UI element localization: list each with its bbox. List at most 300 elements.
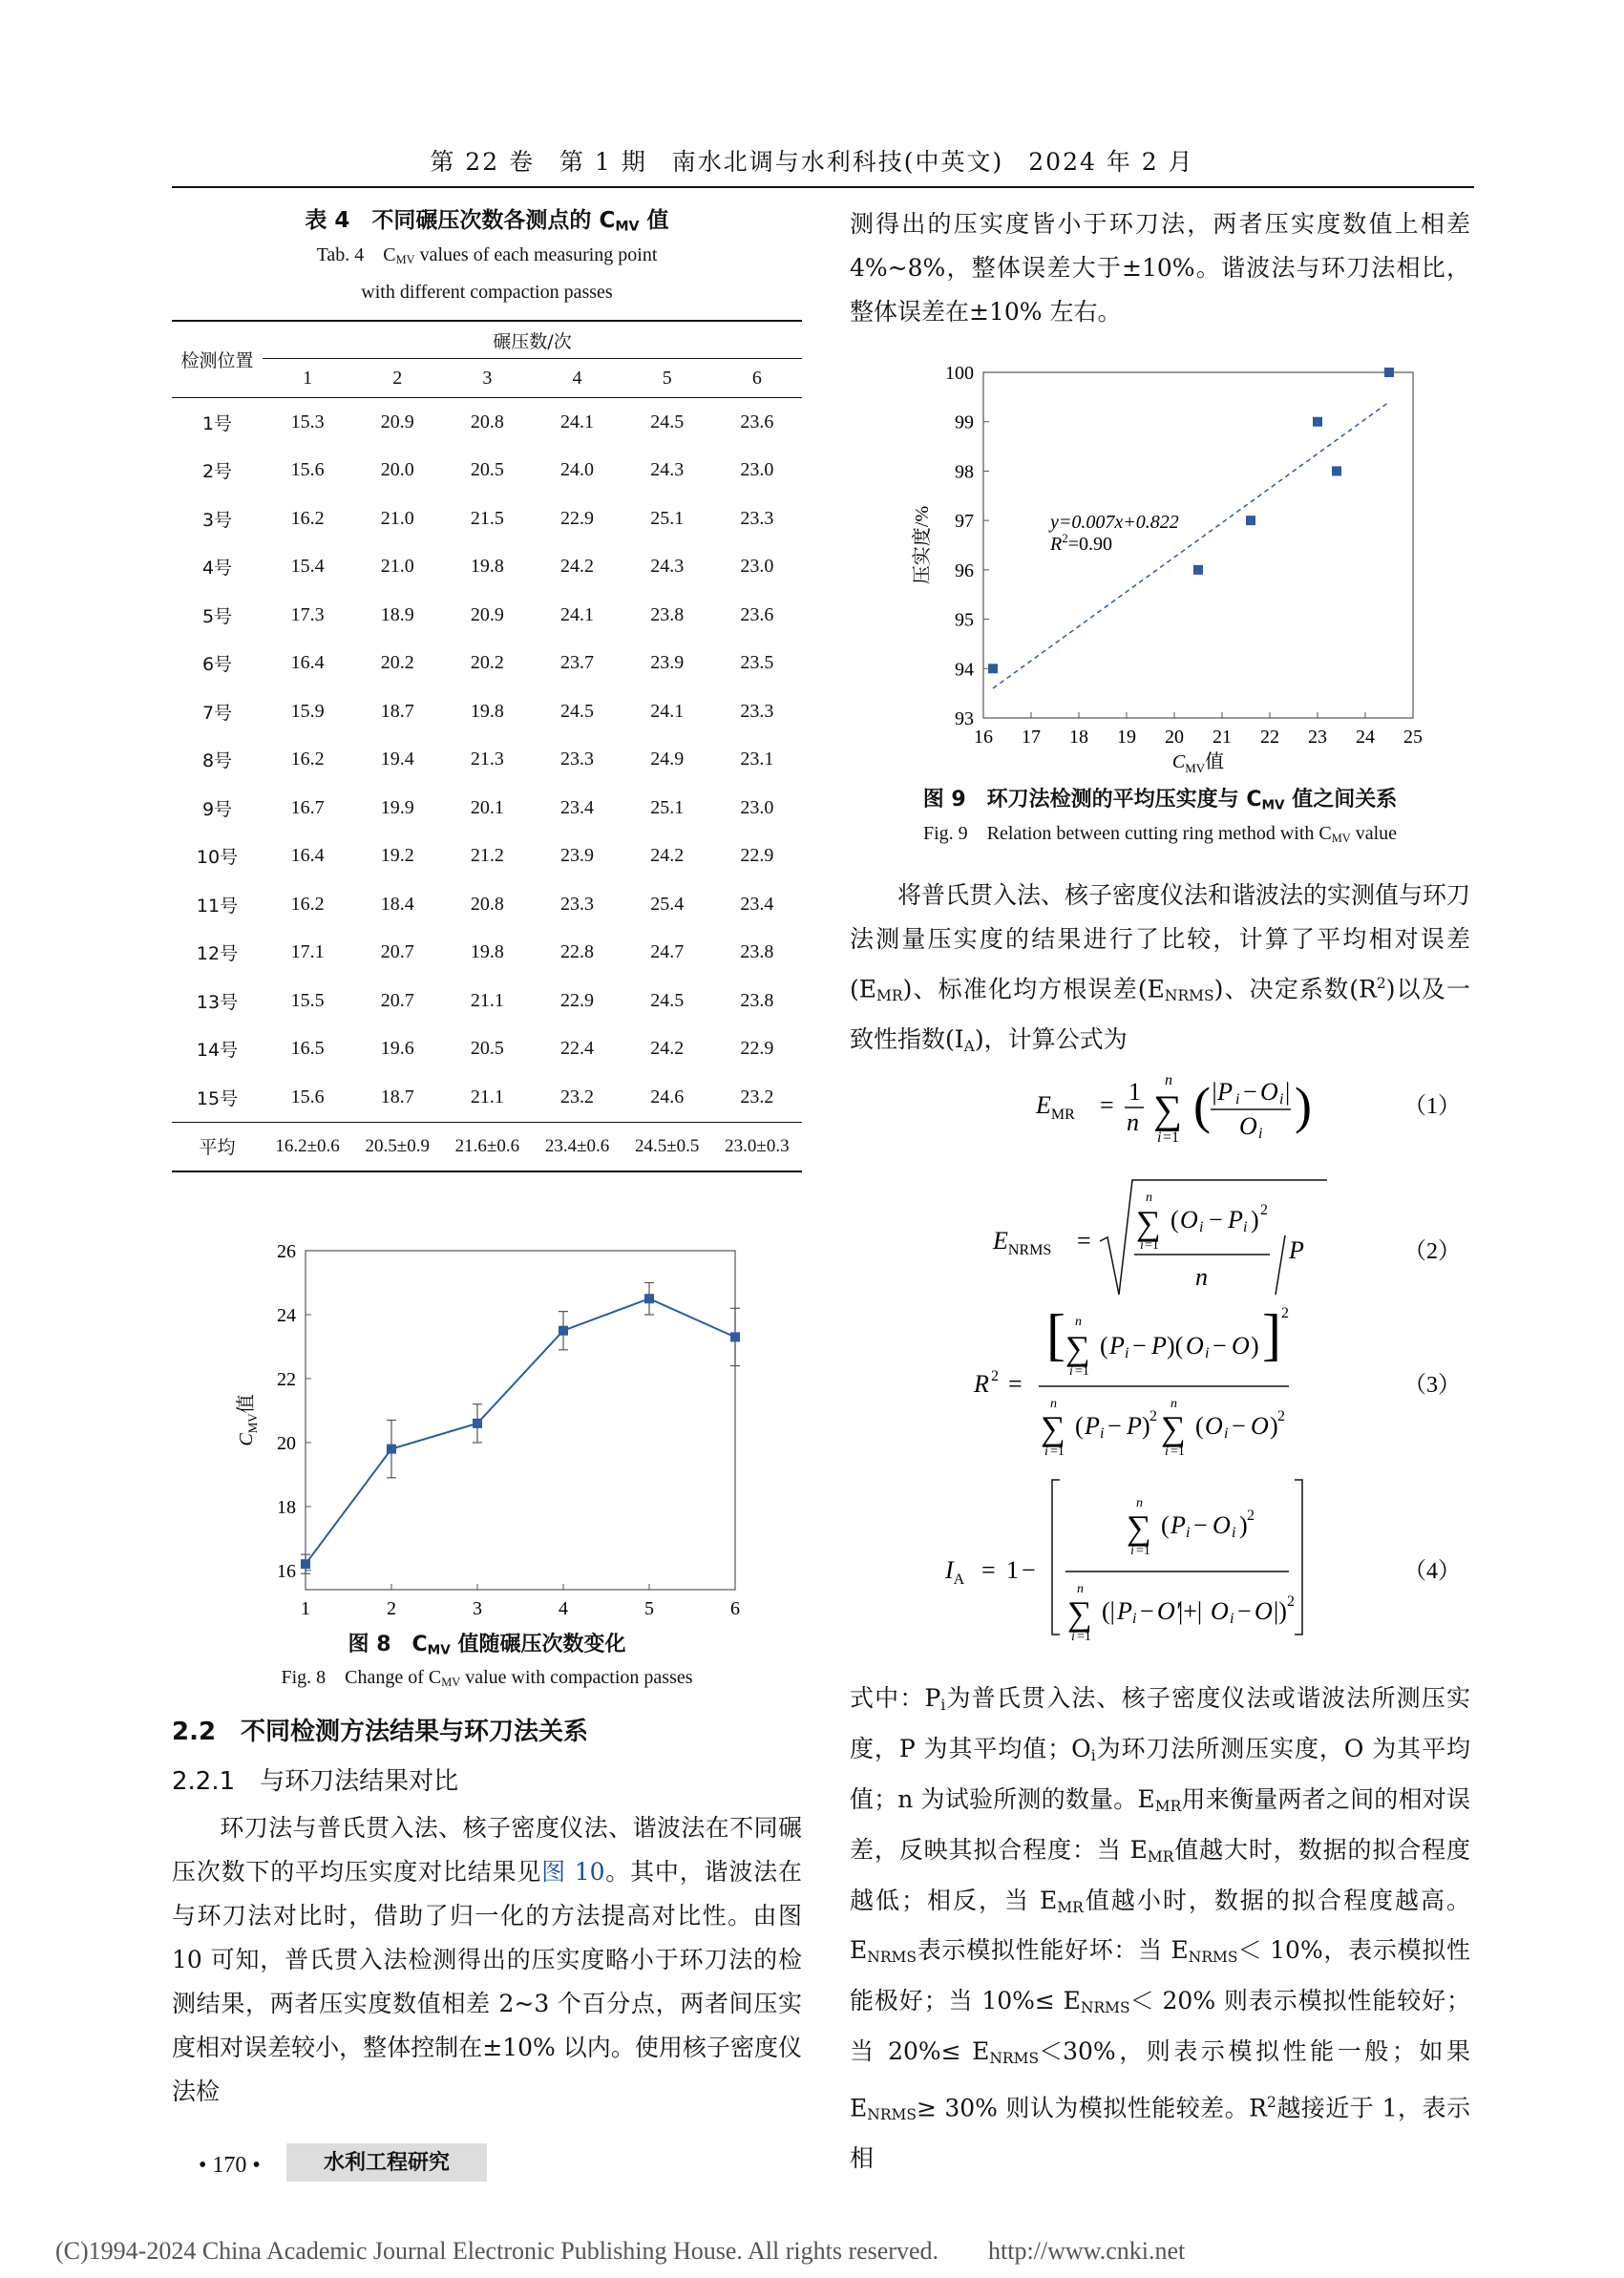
- table-cell: 19.8: [470, 700, 504, 722]
- table-caption-cn: 表 4 不同碾压次数各测点的 $C_{MV}$ 值: [305, 208, 669, 235]
- data-point: [644, 1294, 654, 1303]
- svg-text:n: n: [1171, 1397, 1177, 1411]
- svg-text:O: O: [1186, 1332, 1204, 1360]
- svg-text:(: (: [1195, 1412, 1204, 1440]
- copyright-line: (C)1994-2024 China Academic Journal Electronic Publishing House. All rights reserved. http://www.cnki.net: [55, 2237, 1186, 2265]
- y-tick-label: 96: [955, 559, 974, 581]
- row-header: 检测位置: [172, 321, 263, 398]
- table-cell: 19.8: [470, 941, 504, 963]
- x-tick-label: 5: [644, 1598, 654, 1619]
- row-label: 13号: [196, 991, 239, 1013]
- svg-text:i: i: [1258, 1126, 1263, 1142]
- column-header: 4: [532, 359, 622, 398]
- table-cell: 24.3: [650, 459, 685, 481]
- table-cell: 20.7: [380, 941, 414, 963]
- table-cell: 19.8: [470, 556, 504, 578]
- svg-text:ENRMS: $E_{NRMS}$: [993, 1227, 1052, 1258]
- svg-text:P: P: [1127, 1412, 1142, 1440]
- eq3-number: （3）: [1403, 1373, 1461, 1398]
- table-cell: 24.2: [650, 1038, 685, 1060]
- svg-text:i: i: [1125, 1345, 1129, 1361]
- body-text-right-top: 测得出的压实度皆小于环刀法，两者压实度数值上相差 4%~8%，整体误差大于±10%。谐波法与环刀法相比，整体误差在±10% 左右。: [850, 210, 1470, 326]
- svg-text:n: n: [1146, 1191, 1152, 1205]
- table-cell: 19.6: [380, 1038, 414, 1060]
- svg-text:=1: =1: [1145, 1238, 1159, 1253]
- y-tick-label: 22: [277, 1368, 296, 1390]
- y-tick-label: 16: [277, 1560, 296, 1582]
- y-tick-label: 93: [955, 708, 974, 729]
- row-label: 8号: [201, 750, 233, 772]
- table-cell: 23.6: [740, 411, 774, 432]
- table-cell: 18.7: [380, 1086, 414, 1107]
- row-label: 2号: [201, 461, 233, 483]
- svg-text:(: (: [1171, 1206, 1179, 1234]
- table-cell: 23.3: [740, 700, 774, 722]
- x-tick-label: 4: [559, 1598, 568, 1619]
- table-cell: 23.3: [560, 749, 595, 770]
- svg-text:P: P: [1117, 1597, 1132, 1625]
- row-label: 7号: [201, 702, 233, 724]
- group-header: 碾压数/次: [263, 321, 802, 359]
- table-cell: 21.2: [470, 845, 504, 867]
- table-cell: 23.3: [560, 893, 595, 915]
- svg-text:i: i: [1205, 1345, 1210, 1361]
- table-cell: 24.5: [560, 700, 595, 722]
- table-cell: 21.1: [470, 1086, 504, 1107]
- table-cell: 23.6: [740, 603, 774, 625]
- x-tick-label: 18: [1069, 727, 1088, 748]
- table-cell: 22.9: [740, 1038, 774, 1060]
- y-axis-label: $C_{MV}$值: [234, 1394, 260, 1446]
- row-label: 14号: [196, 1040, 239, 1062]
- table-cell: 23.8: [740, 989, 774, 1011]
- svg-text:n: n: [1075, 1315, 1082, 1329]
- svg-text:=: =: [1077, 1227, 1091, 1255]
- table-cell: 16.7: [290, 796, 325, 818]
- svg-text:P: P: [1109, 1332, 1125, 1360]
- table-cell: 23.8: [740, 941, 774, 963]
- y-tick-label: 97: [955, 511, 974, 533]
- table-cell: 23.0: [740, 796, 774, 818]
- svg-text:O: O: [1232, 1332, 1250, 1360]
- svg-text:=1: =1: [1077, 1630, 1091, 1644]
- svg-text:i: i: [1235, 1091, 1240, 1107]
- table-cell: 17.1: [290, 941, 325, 963]
- table-cell: 22.9: [560, 989, 595, 1011]
- svg-text:(: (: [1100, 1332, 1108, 1360]
- svg-text:n: n: [1195, 1263, 1208, 1291]
- svg-text:∑: ∑: [1065, 1329, 1090, 1367]
- y-tick-label: 99: [955, 411, 974, 433]
- data-point: [730, 1332, 740, 1341]
- svg-text:P: P: [1085, 1412, 1100, 1440]
- table-cell: 22.8: [560, 941, 595, 963]
- table-cell: 20.8: [470, 411, 504, 432]
- table-cell: 20.1: [470, 796, 504, 818]
- svg-text:i: i: [1044, 1445, 1048, 1459]
- table-cell: 15.9: [290, 700, 325, 722]
- body-text-right-bottom: 式中：$P_i$为普氏贯入法、核子密度仪法或谐波法所测压实度，P 为其平均值；$O_i$为环刀法所测压实度，O 为其平均值；n 为试验所测的数量。$E_{MR}$用来衡量两者之间的相对误差，反映其拟合程度：当 $E_{MR}$值越大时，数据的拟合程度越低；相反，当 $E_{MR}$值越小时，数据的拟合程度越高。$E_{NRMS}$表示模拟性能好坏：当 $E_{NRMS}< 10\%$，表示模拟性能极好；当 $10\%\le E_{NRMS}< 20\%$ 则表示模拟性能较好；当 $20\%\le E_{NRMS}<30\%$，则表示模拟性能一般；如果 $E_{NRMS}\ge 30\%$ 则认为模拟性能较差。$R^2$越接近于 1，表示相: [850, 1684, 1471, 2173]
- svg-text:i: i: [1199, 1219, 1204, 1235]
- svg-text:−: −: [1232, 1412, 1246, 1440]
- data-point: [1313, 417, 1322, 427]
- header-volume: 第 22 卷: [430, 148, 536, 176]
- svg-text:i: i: [1279, 1091, 1284, 1107]
- svg-text:1: 1: [1128, 1078, 1141, 1106]
- svg-text:IA: $I_A$: [945, 1556, 965, 1588]
- x-tick-label: 21: [1213, 727, 1232, 748]
- svg-text:): ): [1270, 1412, 1278, 1440]
- svg-text:i: i: [1069, 1364, 1073, 1379]
- svg-text:R: R: [974, 1370, 989, 1398]
- svg-text:∑: ∑: [1127, 1508, 1151, 1547]
- x-axis-label: $C_{MV}$值: [1171, 749, 1225, 773]
- table-cell: 22.4: [560, 1038, 595, 1060]
- x-tick-label: 25: [1403, 727, 1423, 748]
- svg-text:P: P: [1228, 1206, 1243, 1234]
- equations-block: [850, 1067, 1470, 1659]
- table-cell: 16.2: [290, 893, 325, 915]
- svg-text:n: n: [1127, 1108, 1139, 1136]
- row-label: 平均: [172, 1122, 263, 1171]
- table-cell: 23.0±0.3: [712, 1122, 802, 1171]
- svg-text:2: 2: [991, 1368, 999, 1384]
- table-cell: 21.1: [470, 989, 504, 1011]
- svg-text:n: n: [1077, 1582, 1084, 1596]
- table-row-average: [172, 1122, 802, 1171]
- row-label: 10号: [196, 847, 239, 869]
- svg-text:[: [: [1046, 1303, 1065, 1366]
- figure-10-link[interactable]: 图 10: [541, 1858, 605, 1886]
- x-tick-label: 24: [1356, 727, 1375, 748]
- table-cell: 22.9: [740, 845, 774, 867]
- table-row: [172, 833, 802, 881]
- table-row: [172, 1025, 802, 1074]
- plot-frame: [983, 372, 1413, 718]
- data-point: [1332, 466, 1341, 475]
- table-cell: 20.2: [380, 652, 414, 674]
- table-cell: 25.1: [650, 507, 685, 529]
- table-cell: 24.5: [650, 411, 685, 432]
- table-cell: 21.5: [470, 507, 504, 529]
- svg-text:|): |): [1274, 1597, 1287, 1625]
- table-cell: 18.4: [380, 893, 414, 915]
- page-number: • 170 •: [199, 2153, 261, 2178]
- svg-text:2: 2: [1247, 1508, 1255, 1524]
- svg-text:O: O: [1255, 1597, 1273, 1625]
- eq1-lhs: $E_{MR}$: [1036, 1091, 1075, 1123]
- table-cell: 20.5±0.9: [352, 1122, 442, 1171]
- x-tick-label: 16: [974, 727, 993, 748]
- svg-text:i: i: [1157, 1129, 1162, 1146]
- svg-text:): ): [1142, 1412, 1150, 1440]
- table-cell: 23.7: [560, 652, 595, 674]
- svg-text:2: 2: [1260, 1202, 1268, 1218]
- table-cell: 15.4: [290, 556, 325, 578]
- y-tick-label: 95: [955, 609, 974, 631]
- table-cell: 15.6: [290, 459, 325, 481]
- table-cell: 23.8: [650, 603, 685, 625]
- table-cell: 16.4: [290, 652, 325, 674]
- table-row: [172, 398, 802, 447]
- svg-text:−: −: [1193, 1511, 1208, 1539]
- data-point: [1384, 368, 1394, 377]
- svg-text:P: P: [1289, 1236, 1304, 1264]
- table-cell: 16.4: [290, 845, 325, 867]
- figure-8-chart: [172, 1232, 802, 1623]
- data-point: [1246, 516, 1255, 525]
- svg-text:−: −: [1213, 1332, 1227, 1360]
- svg-text:−: −: [1140, 1597, 1154, 1625]
- svg-text:=1: =1: [1171, 1445, 1185, 1459]
- table-cell: 19.2: [380, 845, 414, 867]
- figure-9-caption-en: Fig. 9 Relation between cutting ring method with $C_{MV}$ value: [922, 823, 1397, 846]
- table-cell: 23.2: [740, 1086, 774, 1107]
- table-cell: 16.2: [290, 507, 325, 529]
- svg-text:): ): [1251, 1332, 1259, 1360]
- svg-text:P: P: [1151, 1332, 1167, 1360]
- svg-text:−: −: [1022, 1556, 1036, 1584]
- table-cell: 23.3: [740, 507, 774, 529]
- svg-text:2: 2: [1277, 1408, 1285, 1424]
- table-cell: 24.0: [560, 459, 595, 481]
- table-cell: 18.7: [380, 700, 414, 722]
- figure-8-caption-en: Fig. 8 Change of $C_{MV}$ value with compaction passes: [281, 1667, 693, 1690]
- svg-text:∑: ∑: [1067, 1594, 1092, 1633]
- table-cell: 21.6±0.6: [442, 1122, 532, 1171]
- y-tick-label: 100: [945, 363, 974, 384]
- svg-text:(|: (|: [1102, 1597, 1115, 1625]
- table-cell: 23.9: [560, 845, 595, 867]
- fit-equation: y=0.007x+0.822: [1050, 512, 1179, 534]
- table-cell: 16.2±0.6: [263, 1122, 352, 1171]
- table-cell: 24.1: [560, 411, 595, 432]
- table-cell: 23.4: [740, 893, 774, 915]
- svg-text:=1: =1: [1136, 1544, 1150, 1558]
- svg-text:i: i: [1130, 1544, 1134, 1558]
- svg-text:i: i: [1071, 1630, 1075, 1644]
- table-cell: 23.0: [740, 556, 774, 578]
- table-cell: 23.5: [740, 652, 774, 674]
- eq1-number: （1）: [1403, 1094, 1461, 1119]
- svg-text:∑: ∑: [1041, 1409, 1065, 1447]
- table-cell: 20.5: [470, 459, 504, 481]
- figure-8-caption-cn: 图 8 $C_{MV}$ 值随碾压次数变化: [348, 1633, 626, 1658]
- svg-text:)(: )(: [1167, 1332, 1184, 1360]
- row-label: 15号: [196, 1087, 239, 1109]
- y-tick-label: 26: [277, 1241, 296, 1262]
- row-label: 9号: [201, 798, 233, 820]
- svg-text:P: P: [1171, 1511, 1186, 1539]
- table-cell: 20.7: [380, 989, 414, 1011]
- svg-text:|P: |P: [1211, 1078, 1234, 1106]
- x-tick-label: 1: [301, 1598, 310, 1619]
- svg-text:∑: ∑: [1161, 1409, 1186, 1447]
- svg-text:|+|: |+|: [1178, 1597, 1203, 1625]
- figure-9-caption-cn: 图 9 环刀法检测的平均压实度与 $C_{MV}$ 值之间关系: [922, 788, 1398, 813]
- x-tick-label: 20: [1165, 727, 1184, 748]
- header-issue: 第 1 期: [559, 148, 647, 176]
- y-tick-label: 94: [955, 659, 974, 681]
- table-cell: 24.5: [650, 989, 685, 1011]
- data-point: [301, 1559, 310, 1569]
- body-text-left: 环刀法与普氏贯入法、核子密度仪法、谐波法在不同碾压次数下的平均压实度对比结果见图 10。其中，谐波法在与环刀法对比时，借助了归一化的方法提高对比性。由图 10 可知，普氏贯入法检测得出的压实度略小于环刀法的检测结果，两者压实度数值相差 2~3 个百分点，两者间压实度相对误差较小，整体控制在±10% 以内。使用核子密度仪法检: [172, 1814, 802, 2105]
- table-cell: 21.0: [380, 507, 414, 529]
- svg-text:i: i: [1186, 1525, 1191, 1541]
- row-label: 1号: [201, 412, 233, 434]
- column-header: 6: [712, 359, 802, 398]
- table-cell: 15.3: [290, 411, 325, 432]
- svg-text:=: =: [1100, 1091, 1114, 1119]
- table-cell: 15.5: [290, 989, 325, 1011]
- fit-r2: $R^2=0.90$: [1050, 530, 1112, 555]
- table-caption-en: Tab. 4 $C_{MV}$ values of each measuring point with different compaction passes: [316, 244, 658, 304]
- figure-9-chart: [850, 344, 1470, 773]
- svg-text:n: n: [1050, 1397, 1057, 1411]
- eq2-number: （2）: [1403, 1239, 1461, 1264]
- table-cell: 24.9: [650, 749, 685, 770]
- table-cell: 25.4: [650, 893, 685, 915]
- y-tick-label: 20: [277, 1432, 296, 1454]
- table-cell: 24.2: [560, 556, 595, 578]
- svg-text:O: O: [1239, 1112, 1257, 1140]
- data-point: [473, 1419, 482, 1428]
- y-tick-label: 98: [955, 461, 974, 483]
- section-heading-2-2-1: 2.2.1 与环刀法结果对比: [172, 1767, 459, 1796]
- row-label: 3号: [201, 509, 233, 531]
- y-axis-label: 压实度/%: [912, 505, 933, 585]
- header-rule: [172, 186, 1474, 188]
- eq4-number: （4）: [1403, 1559, 1461, 1584]
- table-cell: 24.7: [650, 941, 685, 963]
- table-cell: 18.9: [380, 603, 414, 625]
- svg-text:O: O: [1180, 1206, 1198, 1234]
- x-tick-label: 6: [730, 1598, 740, 1619]
- svg-text:∑: ∑: [1153, 1088, 1182, 1132]
- svg-text:): ): [1295, 1077, 1312, 1134]
- table-cell: 23.1: [740, 749, 774, 770]
- x-tick-label: 2: [387, 1598, 396, 1619]
- column-header: 5: [622, 359, 712, 398]
- data-table: [172, 320, 802, 1172]
- table-cell: 20.2: [470, 652, 504, 674]
- header-journal: 南水北调与水利科技(中英文): [671, 148, 1004, 176]
- table-row: [172, 880, 802, 929]
- table-cell: 23.0: [740, 459, 774, 481]
- table-cell: 24.5±0.5: [622, 1122, 712, 1171]
- svg-text:2: 2: [1287, 1593, 1295, 1610]
- svg-text:i: i: [1230, 1611, 1234, 1627]
- x-tick-label: 3: [473, 1598, 482, 1619]
- table-cell: 24.1: [560, 603, 595, 625]
- running-header: [0, 143, 1624, 178]
- column-header: 2: [352, 359, 442, 398]
- svg-text:i: i: [1132, 1611, 1137, 1627]
- y-tick-label: 24: [277, 1304, 296, 1326]
- column-header: 3: [442, 359, 532, 398]
- table-cell: 23.4: [560, 796, 595, 818]
- table-cell: 20.0: [380, 459, 414, 481]
- table-cell: 20.5: [470, 1038, 504, 1060]
- svg-text:O: O: [1251, 1412, 1269, 1440]
- data-point: [387, 1445, 396, 1454]
- x-tick-label: 19: [1117, 727, 1136, 748]
- table-cell: 15.6: [290, 1086, 325, 1107]
- table-row: [172, 929, 802, 978]
- row-label: 11号: [196, 895, 239, 917]
- table-row: [172, 687, 802, 736]
- table-cell: 16.5: [290, 1038, 325, 1060]
- svg-text:O: O: [1205, 1412, 1223, 1440]
- svg-text:=1: =1: [1075, 1364, 1089, 1379]
- svg-text:n: n: [1136, 1496, 1143, 1510]
- column-header: 1: [263, 359, 352, 398]
- x-tick-label: 17: [1022, 727, 1041, 748]
- table-cell: 24.3: [650, 556, 685, 578]
- svg-text:|: |: [1285, 1078, 1291, 1106]
- svg-text:1: 1: [1006, 1556, 1019, 1584]
- svg-text:=: =: [1008, 1370, 1023, 1398]
- table-cell: 22.9: [560, 507, 595, 529]
- svg-text:i: i: [1140, 1238, 1144, 1253]
- x-tick-label: 22: [1260, 727, 1279, 748]
- x-tick-label: 23: [1308, 727, 1327, 748]
- table-row: [172, 784, 802, 833]
- table-row: [172, 1073, 802, 1122]
- table-cell: 23.4±0.6: [532, 1122, 622, 1171]
- svg-text:O: O: [1211, 1597, 1229, 1625]
- y-tick-label: 18: [277, 1496, 296, 1518]
- table-row: [172, 543, 802, 592]
- svg-text:n: n: [1165, 1072, 1172, 1088]
- svg-text:O: O: [1260, 1078, 1278, 1106]
- svg-text:2: 2: [1149, 1408, 1157, 1424]
- data-point: [559, 1326, 568, 1336]
- svg-text:−: −: [1237, 1597, 1252, 1625]
- data-point: [1193, 565, 1203, 575]
- svg-text:): ): [1251, 1206, 1259, 1234]
- table-cell: 21.3: [470, 749, 504, 770]
- svg-text:i: i: [1100, 1425, 1105, 1442]
- row-label: 12号: [196, 943, 239, 965]
- svg-text:−: −: [1209, 1206, 1223, 1234]
- table-cell: 16.2: [290, 749, 325, 770]
- table-cell: 17.3: [290, 603, 325, 625]
- svg-text:−: −: [1132, 1332, 1147, 1360]
- svg-text:(: (: [1193, 1077, 1211, 1134]
- table-row: [172, 447, 802, 496]
- journal-name: 水利工程研究: [286, 2143, 487, 2182]
- section-heading-2-2: 2.2 不同检测方法结果与环刀法关系: [172, 1718, 589, 1746]
- svg-text:2: 2: [1281, 1305, 1289, 1321]
- data-point: [988, 664, 998, 673]
- table-cell: 24.1: [650, 700, 685, 722]
- row-label: 6号: [201, 654, 233, 676]
- table-cell: 25.1: [650, 796, 685, 818]
- svg-text:): ): [1239, 1511, 1248, 1539]
- svg-text:−: −: [1243, 1078, 1257, 1106]
- table-row: [172, 591, 802, 640]
- table-row: [172, 495, 802, 543]
- svg-text:(: (: [1161, 1511, 1170, 1539]
- svg-text:∑: ∑: [1136, 1204, 1161, 1242]
- table-cell: 20.9: [470, 603, 504, 625]
- table-cell: 20.9: [380, 411, 414, 432]
- table-row: [172, 736, 802, 785]
- row-label: 4号: [201, 558, 233, 580]
- table-cell: 24.6: [650, 1086, 685, 1107]
- svg-text:=: =: [981, 1556, 996, 1584]
